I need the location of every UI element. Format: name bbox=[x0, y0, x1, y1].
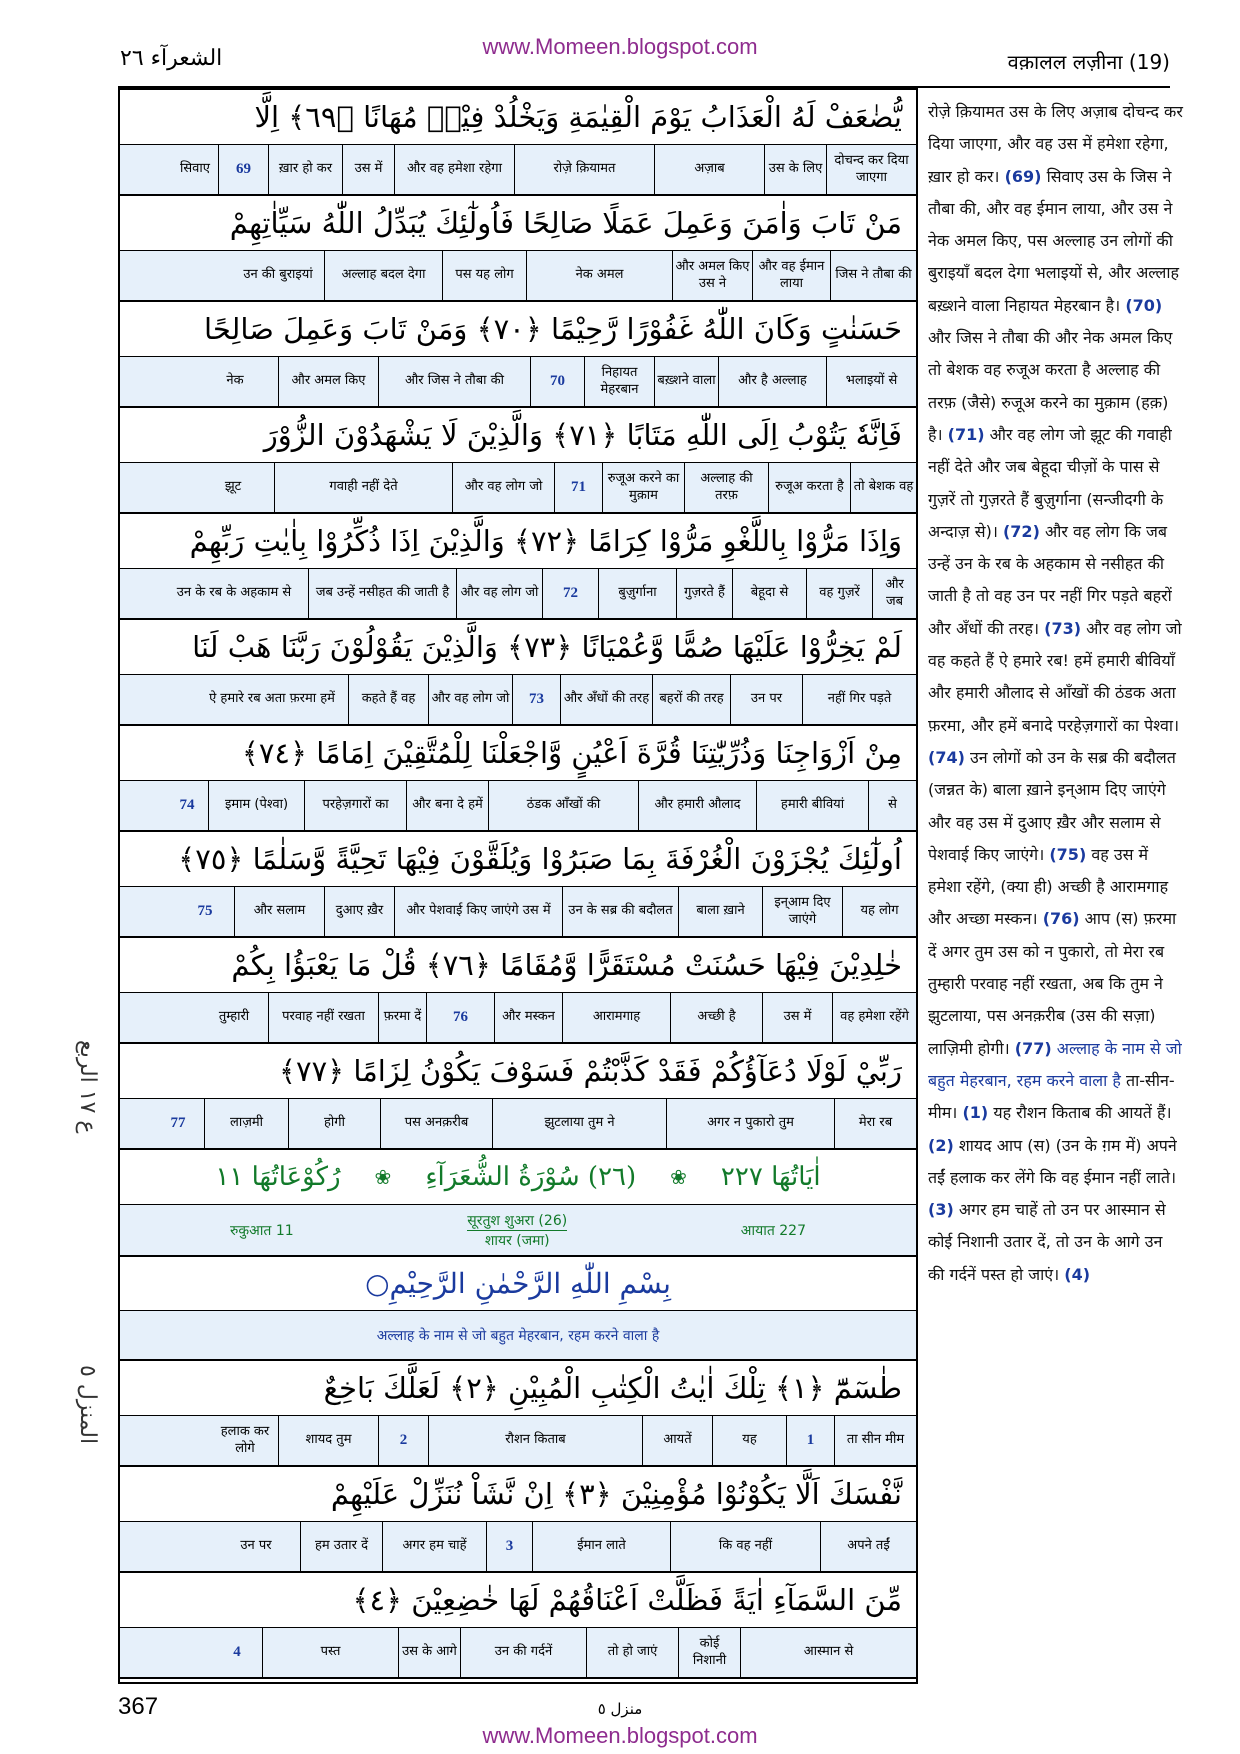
translation-text: सिवाए उस के जिस ने तौबा की, और वह ईमान लाया, और उस ने नेक अमल किए, पस अल्लाह उन लोगों की बुराइयाँ बदल देगा भलाइयों से, और अल्लाह बख़्शने वाला निहायत मेहरबान है। bbox=[928, 166, 1180, 315]
word-meaning-cell: तो बेशक वह bbox=[850, 463, 916, 512]
word-meaning-cell: यह लोग bbox=[842, 887, 916, 936]
translation-sentence bbox=[928, 909, 1176, 1057]
word-meaning-cell: इमाम (पेश्वा) bbox=[208, 781, 304, 830]
translation-text: अगर हम चाहें तो उन पर आस्मान से कोई निशानी उतार दें, तो उन के आगे उन की गर्दनें पस्त हो जाएं। bbox=[928, 1200, 1166, 1284]
translation-text: और जिस ने तौबा की और नेक अमल किए तो बेशक वह रुजूअ करता है अल्लाह की तरफ़ (जैसे) रुजूअ करने का मुक़ाम (हक़) है। bbox=[928, 328, 1173, 444]
verse-number-cell: 77 bbox=[170, 1114, 186, 1131]
verse-number: (72) bbox=[1002, 521, 1040, 541]
translation-text: वह उस में हमेशा रहेंगे, (क्या ही) अच्छी है आरामगाह और अच्छा मस्कन। bbox=[928, 844, 1169, 929]
translation-text: और वह लोग कि जब उन्हें उन के रब के अहकाम से नसीहत की जाती है तो वह उन पर नहीं गिर पड़ते बहरों और अँधों की तरह। bbox=[928, 521, 1172, 638]
verse-number-cell: 71 bbox=[554, 463, 602, 512]
word-meaning-cell: अगर हम चाहें bbox=[382, 1522, 486, 1571]
word-meaning-cell: और है अल्लाह bbox=[718, 357, 826, 406]
header-surah-ref: الشعرآء ٢٦ bbox=[120, 46, 223, 71]
word-meaning-cell: जब उन्हें नसीहत की जाती है bbox=[308, 569, 456, 618]
arabic-text: فَاِنَّهٗ يَتُوْبُ اِلَى اللّٰهِ مَتَابًا ﴿٧١﴾ وَالَّذِيْنَ لَا يَشْهَدُوْنَ الزُّوْرَ bbox=[263, 417, 902, 452]
verse-number: (74) bbox=[928, 747, 965, 767]
word-meaning-cell: तो हो जाएं bbox=[586, 1628, 678, 1677]
arabic-verse-line bbox=[120, 302, 916, 357]
translation-text: रोज़े क़ियामत उस के लिए अज़ाब दोचन्द कर दिया जाएगा, और वह उस में हमेशा रहेगा, ख़ार हो कर। bbox=[928, 102, 1183, 186]
translation-sentence bbox=[928, 167, 1179, 315]
surah-rukuat: रुकुआत 11 bbox=[230, 1222, 294, 1239]
arabic-verse-line bbox=[120, 1467, 916, 1522]
verse-number-cell: 70 bbox=[530, 357, 584, 406]
surah-ayaat-arabic: اٰيَاتُهَا ٢٢٧ bbox=[720, 1162, 821, 1192]
word-meaning-cell: अज़ाब bbox=[654, 145, 764, 194]
arabic-text: حَسَنٰتٍ وَكَانَ اللّٰهُ غَفُوْرًا رَّحِيْمًا ﴿٧٠﴾ وَمَنْ تَابَ وَعَمِلَ صَالِحًا bbox=[204, 311, 902, 346]
verse-number-cell: 3 bbox=[486, 1522, 532, 1571]
arabic-verse-line bbox=[120, 1044, 916, 1099]
arabic-text: مِّنَ السَّمَآءِ اٰيَةً فَظَلَّتْ اَعْنَاقُهُمْ لَهَا خٰضِعِيْنَ ﴿٤﴾ bbox=[352, 1582, 902, 1617]
verse-rows-before-surah bbox=[120, 90, 916, 1150]
translation-text: और वह लोग जो झूट की गवाही नहीं देते और जब बेहूदा चीज़ों के पास से गुज़रें तो गुज़रते हैं बुज़ुर्गाना (सन्जीदगी के अन्दाज़ से)। bbox=[928, 424, 1172, 541]
surah-name: (26) सूरतुश शुअरा bbox=[467, 1212, 568, 1229]
word-meaning-cell: यह bbox=[712, 1416, 786, 1465]
word-meaning-cell: और वह ईमान लाया bbox=[752, 251, 830, 300]
surah-name-meaning: शायर (जमा) bbox=[484, 1232, 550, 1249]
word-meaning-cell: उस में bbox=[762, 993, 832, 1042]
word-meaning-cell: रुजूअ करने का मुक़ाम bbox=[602, 463, 684, 512]
word-meaning-cell: उन की बुराइयां bbox=[243, 267, 313, 283]
flower-icon: ❀ bbox=[374, 1165, 392, 1189]
arabic-text: اُولٰٓئِكَ يُجْزَوْنَ الْغُرْفَةَ بِمَا صَبَرُوْا وَيُلَقَّوْنَ فِيْهَا تَحِيَّةً وَّسَلٰمًا ﴿٧٥﴾ bbox=[178, 841, 902, 876]
verse-number: (75) bbox=[1049, 844, 1087, 864]
word-meaning-cell: और वह लोग जो bbox=[456, 569, 542, 618]
ruku-marker: ع ١٧ الربع bbox=[75, 1040, 100, 1134]
word-meaning-cell: नेक bbox=[226, 373, 244, 389]
word-meaning-cell: इन्आम दिए जाएंगे bbox=[762, 887, 842, 936]
surah-title-row bbox=[120, 1150, 916, 1205]
word-meaning-cell: जिस ने तौबा की bbox=[830, 251, 916, 300]
verse-number-cell: 1 bbox=[786, 1416, 834, 1465]
word-meaning-cell: उन पर bbox=[240, 1538, 272, 1554]
word-meaning-row bbox=[120, 1099, 916, 1150]
arabic-text: يُّضٰعَفْ لَهُ الْعَذَابُ يَوْمَ الْقِيٰمَةِ وَيَخْلُدْ فِيْهٖ مُهَانًا ﴿٦٩﴾ اِلَّا bbox=[254, 99, 902, 134]
word-meaning-cell: गुज़रते हैं bbox=[676, 569, 732, 618]
arabic-text: نَّفْسَكَ اَلَّا يَكُوْنُوْا مُؤْمِنِيْنَ ﴿٣﴾ اِنْ نَّشَاْ نُنَزِّلْ عَلَيْهِمْ bbox=[330, 1476, 902, 1511]
word-meaning-cell: ठंडक आँखों की bbox=[488, 781, 638, 830]
arabic-verse-line bbox=[120, 938, 916, 993]
surah-rukuat-arabic: رُكُوْعَاتُهَا ١١ bbox=[215, 1162, 341, 1192]
verse-number: (73) bbox=[1044, 618, 1082, 638]
arabic-verse-line bbox=[120, 726, 916, 781]
word-meaning-cell: ऐ हमारे रब अता फ़रमा हमें bbox=[209, 691, 335, 707]
word-meaning-cell: मेरा रब bbox=[834, 1099, 916, 1148]
verse-number: (69) bbox=[1004, 166, 1042, 186]
word-meaning-cell: वह गुज़रें bbox=[806, 569, 872, 618]
word-meaning-cell: फ़रमा दें bbox=[378, 993, 426, 1042]
word-meaning-cell: रौशन किताब bbox=[428, 1416, 642, 1465]
word-meaning-row bbox=[120, 887, 916, 938]
translation-sentence bbox=[928, 1200, 1166, 1284]
arabic-verse-line bbox=[120, 408, 916, 463]
word-meaning-cell: बहरों की तरह bbox=[652, 675, 730, 724]
word-meaning-cell: अगर न पुकारो तुम bbox=[666, 1099, 834, 1148]
verse-number-cell: 2 bbox=[378, 1416, 428, 1465]
word-meaning-cell: ईमान लाते bbox=[532, 1522, 670, 1571]
arabic-verse-line bbox=[120, 1361, 916, 1416]
word-meaning-cell: कि वह नहीं bbox=[670, 1522, 820, 1571]
surah-name-arabic: (٢٦) سُوْرَةُ الشُّعَرَآءِ bbox=[425, 1162, 637, 1192]
arabic-verse-line bbox=[120, 620, 916, 675]
manzil-marker: المنزل ٥ bbox=[75, 1365, 100, 1445]
word-meaning-cell: अपने तईं bbox=[820, 1522, 916, 1571]
footer-manzil: منزل ٥ bbox=[597, 1700, 643, 1718]
arabic-text: وَاِذَا مَرُّوْا بِاللَّغْوِ مَرُّوْا كِرَامًا ﴿٧٢﴾ وَالَّذِيْنَ اِذَا ذُكِّرُوْا بِاٰيٰتِ رَبِّهِمْ bbox=[189, 523, 902, 558]
verse-number: (4) bbox=[1064, 1264, 1091, 1284]
word-meaning-cell: रुजूअ करता है bbox=[768, 463, 850, 512]
verse-number-cell: 74 bbox=[179, 796, 195, 813]
word-meaning-cell: और अमल किए उस ने bbox=[672, 251, 752, 300]
verse-number: (3) bbox=[928, 1200, 954, 1220]
arabic-verse-line bbox=[120, 90, 916, 145]
word-meaning-cell: और मस्कन bbox=[494, 993, 562, 1042]
word-meaning-cell: और बना दे हमें bbox=[406, 781, 488, 830]
word-meaning-cell: आरामगाह bbox=[562, 993, 670, 1042]
word-meaning-cell: और पेशवाई किए जाएंगे उस में bbox=[394, 887, 562, 936]
word-meaning-cell: उन के सब्र की बदौलत bbox=[562, 887, 678, 936]
bismillah-translation: अल्लाह के नाम से जो बहुत मेहरबान, रहम करने वाला है bbox=[120, 1311, 916, 1361]
word-meaning-row bbox=[120, 675, 916, 726]
translation-text: यह रौशन किताब की आयतें हैं। bbox=[993, 1103, 1172, 1123]
word-meaning-cell: उन पर bbox=[730, 675, 802, 724]
translation-sentence bbox=[928, 619, 1182, 767]
word-meaning-cell: अच्छी है bbox=[670, 993, 762, 1042]
word-meaning-cell: अल्लाह बदल देगा bbox=[324, 251, 442, 300]
verse-number-cell: 4 bbox=[233, 1643, 241, 1660]
word-meaning-cell: और जब bbox=[872, 569, 916, 618]
word-meaning-cell: उस के आगे bbox=[398, 1628, 460, 1677]
word-meaning-row bbox=[120, 463, 916, 514]
word-meaning-cell: और अमल किए bbox=[278, 357, 378, 406]
word-meaning-row bbox=[120, 781, 916, 832]
arabic-text: لَمْ يَخِرُّوْا عَلَيْهَا صُمًّا وَّعُمْيَانًا ﴿٧٣﴾ وَالَّذِيْنَ يَقُوْلُوْنَ رَبَّنَا هَبْ لَنَا bbox=[192, 629, 902, 664]
word-meaning-row bbox=[120, 569, 916, 620]
word-meaning-cell: झूट bbox=[224, 479, 242, 495]
word-meaning-cell: तुम्हारी bbox=[218, 1009, 250, 1025]
word-meaning-row bbox=[120, 145, 916, 196]
word-meaning-cell: और वह हमेशा रहेगा bbox=[394, 145, 514, 194]
word-meaning-cell: नहीं गिर पड़ते bbox=[802, 675, 916, 724]
surah-info-row bbox=[120, 1205, 916, 1257]
word-meaning-cell: बख़्शने वाला bbox=[654, 357, 718, 406]
verse-number-cell: 75 bbox=[197, 902, 213, 919]
surah-ayaat: आयात 227 bbox=[740, 1222, 806, 1239]
word-meaning-cell: आयतें bbox=[642, 1416, 712, 1465]
arabic-verse-line bbox=[120, 196, 916, 251]
verse-number: (2) bbox=[928, 1135, 954, 1155]
header-site-url[interactable]: www.Momeen.blogspot.com bbox=[482, 34, 758, 59]
translation-text: शायद आप (स) (उन के ग़म में) अपने तईं हलाक कर लेंगे कि वह ईमान नहीं लाते। bbox=[928, 1135, 1177, 1187]
translation-text: और वह लोग जो वह कहते हैं ऐ हमारे रब! हमें हमारी बीवियाँ और हमारी औलाद से आँखों की ठंडक अता फ़रमा, और हमें बनादे परहेज़गारों का पेश्वा। bbox=[928, 618, 1182, 735]
word-meaning-cell: और हमारी औलाद bbox=[638, 781, 756, 830]
arabic-verse-line bbox=[120, 514, 916, 569]
bismillah-arabic: بِسْمِ اللّٰهِ الرَّحْمٰنِ الرَّحِيْمِ○ bbox=[120, 1257, 916, 1311]
page-number: 367 bbox=[118, 1693, 159, 1720]
word-meaning-cell: से bbox=[868, 781, 916, 830]
verse-number-cell: 76 bbox=[426, 993, 494, 1042]
side-translation bbox=[928, 96, 1183, 1291]
word-meaning-cell: उन की गर्दनें bbox=[460, 1628, 586, 1677]
flower-icon: ❀ bbox=[670, 1165, 687, 1189]
word-meaning-cell: हलाक कर लोगे bbox=[220, 1423, 270, 1456]
verse-number-cell: 69 bbox=[218, 145, 268, 194]
word-meaning-cell: उन के रब के अहकाम से bbox=[176, 585, 292, 601]
word-meaning-cell: और वह लोग जो bbox=[452, 463, 554, 512]
word-meaning-cell: उस के लिए bbox=[764, 145, 826, 194]
word-meaning-cell: पस यह लोग bbox=[442, 251, 526, 300]
word-meaning-row bbox=[120, 357, 916, 408]
word-meaning-cell: सिवाए bbox=[180, 161, 210, 177]
word-meaning-cell: हमारी बीवियां bbox=[756, 781, 868, 830]
word-meaning-row bbox=[120, 993, 916, 1044]
verse-number: (70) bbox=[1125, 295, 1163, 315]
word-meaning-row bbox=[120, 1522, 916, 1573]
word-meaning-cell: दुआए ख़ैर bbox=[324, 887, 394, 936]
translation-text: अल्लाह के नाम से जो बहुत मेहरबान, रहम करने वाला है bbox=[928, 1038, 1182, 1090]
translation-text: ता-सीन-मीम। bbox=[928, 1070, 1175, 1123]
verse-number: (1) bbox=[962, 1103, 989, 1123]
translation-text: आप (स) फ़रमा दें अगर तुम उस को न पुकारो, तो मेरा रब तुम्हारी परवाह नहीं रखता, अब कि तुम ने झुटलाया, पस अनक़रीब (उस की सज़ा) लाज़िमी होगी। bbox=[928, 909, 1177, 1058]
word-by-word-grid bbox=[118, 88, 918, 1684]
word-meaning-cell: बाला ख़ाने bbox=[678, 887, 762, 936]
verse-number: (77) bbox=[1014, 1038, 1052, 1058]
word-meaning-cell: ता सीन मीम bbox=[834, 1416, 916, 1465]
word-meaning-cell: ख़ार हो कर bbox=[268, 145, 342, 194]
word-meaning-cell: और अँधों की तरह bbox=[560, 675, 652, 724]
word-meaning-cell: कोई निशानी bbox=[678, 1628, 740, 1677]
header-juz-ref: वक़ालल लज़ीना (19) bbox=[1007, 50, 1170, 74]
word-meaning-cell: गवाही नहीं देते bbox=[274, 463, 452, 512]
word-meaning-cell: रोज़े क़ियामत bbox=[514, 145, 654, 194]
word-meaning-cell: परहेज़गारों का bbox=[304, 781, 406, 830]
word-meaning-cell: निहायत मेहरबान bbox=[584, 357, 654, 406]
word-meaning-cell: और जिस ने तौबा की bbox=[378, 357, 530, 406]
translation-text: उन लोगों को उन के सब्र की बदौलत (जन्नत के) बाला ख़ाने इन्आम दिए जाएंगे और वह उस में दुआए ख़ैर और सलाम से पेशवाई किए जाएंगे। bbox=[928, 747, 1176, 864]
word-meaning-cell: कहते हैं वह bbox=[348, 675, 428, 724]
arabic-text: مِنْ اَزْوَاجِنَا وَذُرِّيّٰتِنَا قُرَّةَ اَعْيُنٍ وَّاجْعَلْنَا لِلْمُتَّقِيْنَ اِمَامًا ﴿٧٤﴾ bbox=[241, 735, 902, 770]
word-meaning-cell: उस में bbox=[342, 145, 394, 194]
word-meaning-cell: बेहूदा से bbox=[732, 569, 806, 618]
word-meaning-cell: पस्त bbox=[262, 1628, 398, 1677]
verse-number-cell: 73 bbox=[512, 675, 560, 724]
word-meaning-cell: हम उतार दें bbox=[300, 1522, 382, 1571]
arabic-verse-line bbox=[120, 832, 916, 887]
word-meaning-row bbox=[120, 1628, 916, 1679]
arabic-text: رَبِّيْ لَوْلَا دُعَآؤُكُمْ فَقَدْ كَذَّبْتُمْ فَسَوْفَ يَكُوْنُ لِزَامًا ﴿٧٧﴾ bbox=[279, 1053, 902, 1088]
verse-number: (71) bbox=[947, 424, 985, 444]
word-meaning-cell: बुज़ुर्गाना bbox=[598, 569, 676, 618]
verse-number-cell: 72 bbox=[542, 569, 598, 618]
arabic-text: مَنْ تَابَ وَاٰمَنَ وَعَمِلَ عَمَلًا صَالِحًا فَاُولٰٓئِكَ يُبَدِّلُ اللّٰهُ سَيِّاٰتِهِمْ bbox=[229, 205, 902, 240]
arabic-verse-line bbox=[120, 1573, 916, 1628]
surah-name-block bbox=[467, 1211, 567, 1250]
word-meaning-cell: भलाइयों से bbox=[826, 357, 916, 406]
word-meaning-cell: वह हमेशा रहेंगे bbox=[832, 993, 916, 1042]
word-meaning-cell: झुटलाया तुम ने bbox=[492, 1099, 666, 1148]
word-meaning-cell: अल्लाह की तरफ़ bbox=[684, 463, 768, 512]
arabic-text: طٰسٓمّٓ ﴿١﴾ تِلْكَ اٰيٰتُ الْكِتٰبِ الْمُبِيْنِ ﴿٢﴾ لَعَلَّكَ بَاخِعٌ bbox=[323, 1370, 902, 1405]
arabic-text: خٰلِدِيْنَ فِيْهَا حَسُنَتْ مُسْتَقَرًّا وَّمُقَامًا ﴿٧٦﴾ قُلْ مَا يَعْبَؤُا بِكُمْ bbox=[231, 947, 902, 982]
word-meaning-row bbox=[120, 251, 916, 302]
word-meaning-cell: और वह लोग जो bbox=[428, 675, 512, 724]
word-meaning-cell: और सलाम bbox=[234, 887, 324, 936]
word-meaning-cell: परवाह नहीं रखता bbox=[268, 993, 378, 1042]
word-meaning-cell: पस अनक़रीब bbox=[380, 1099, 492, 1148]
word-meaning-cell: नेक अमल bbox=[526, 251, 672, 300]
verse-rows-after-surah bbox=[120, 1361, 916, 1679]
word-meaning-cell: होगी bbox=[288, 1099, 380, 1148]
word-meaning-cell: लाज़मी bbox=[204, 1099, 288, 1148]
word-meaning-cell: दोचन्द कर दिया जाएगा bbox=[826, 145, 916, 194]
footer-site-url[interactable]: www.Momeen.blogspot.com bbox=[482, 1723, 758, 1748]
word-meaning-cell: आस्मान से bbox=[740, 1628, 916, 1677]
word-meaning-row bbox=[120, 1416, 916, 1467]
verse-number: (76) bbox=[1042, 909, 1080, 929]
word-meaning-cell: शायद तुम bbox=[278, 1416, 378, 1465]
